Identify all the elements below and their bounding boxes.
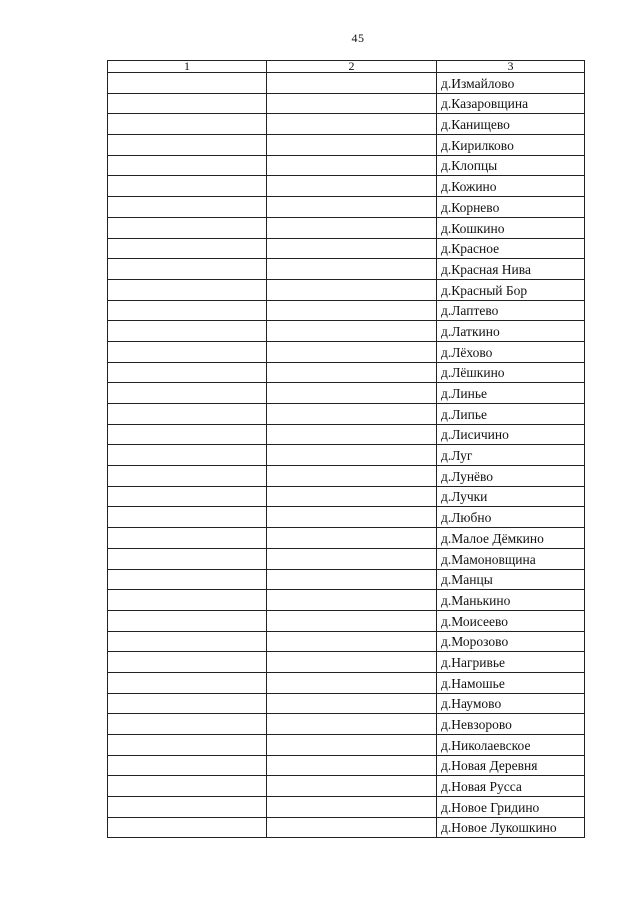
table-cell-col2 xyxy=(267,466,437,487)
table-row xyxy=(108,259,585,280)
table-cell-col1 xyxy=(108,631,267,652)
table-cell-col1 xyxy=(108,797,267,818)
table-row xyxy=(108,486,585,507)
table-cell-col1 xyxy=(108,93,267,114)
table-cell-col1 xyxy=(108,279,267,300)
table-cell-col3: д.Лунёво xyxy=(437,466,585,487)
table-row xyxy=(108,362,585,383)
table-cell-col2 xyxy=(267,424,437,445)
table-row xyxy=(108,735,585,756)
table-row xyxy=(108,114,585,135)
table-cell-col2 xyxy=(267,93,437,114)
table-cell-col3: д.Нагривье xyxy=(437,652,585,673)
table-cell-col2 xyxy=(267,238,437,259)
table-cell-col3: д.Кошкино xyxy=(437,217,585,238)
table-cell-col3: д.Наумово xyxy=(437,693,585,714)
table-cell-col1 xyxy=(108,217,267,238)
table-cell-col1 xyxy=(108,755,267,776)
table-cell-col2 xyxy=(267,300,437,321)
table-cell-col3: д.Кожино xyxy=(437,176,585,197)
table-cell-col3: д.Красное xyxy=(437,238,585,259)
table-cell-col1 xyxy=(108,424,267,445)
table-cell-col3: д.Мамоновщина xyxy=(437,548,585,569)
table-body xyxy=(108,73,585,838)
table-cell-col3: д.Новое Гридино xyxy=(437,797,585,818)
table-cell-col2 xyxy=(267,776,437,797)
table-row xyxy=(108,93,585,114)
table-cell-col1 xyxy=(108,466,267,487)
table-cell-col3: д.Клопцы xyxy=(437,155,585,176)
table-row xyxy=(108,135,585,156)
table-cell-col3: д.Латкино xyxy=(437,321,585,342)
table-cell-col2 xyxy=(267,197,437,218)
table-cell-col3: д.Красная Нива xyxy=(437,259,585,280)
table-cell-col2 xyxy=(267,507,437,528)
table-cell-col3: д.Моисеево xyxy=(437,610,585,631)
table-row xyxy=(108,279,585,300)
table-cell-col3: д.Малое Дёмкино xyxy=(437,528,585,549)
table-cell-col1 xyxy=(108,445,267,466)
table-cell-col3: д.Морозово xyxy=(437,631,585,652)
table-cell-col3: д.Невзорово xyxy=(437,714,585,735)
table-cell-col3: д.Красный Бор xyxy=(437,279,585,300)
table-cell-col2 xyxy=(267,528,437,549)
table-row xyxy=(108,714,585,735)
table-row xyxy=(108,238,585,259)
table-cell-col1 xyxy=(108,155,267,176)
table-cell-col3: д.Корнево xyxy=(437,197,585,218)
table-cell-col3: д.Новое Лукошкино xyxy=(437,817,585,838)
settlements-table xyxy=(107,60,585,838)
table-cell-col2 xyxy=(267,155,437,176)
table-cell-col3: д.Николаевское xyxy=(437,735,585,756)
table-cell-col2 xyxy=(267,797,437,818)
table-cell-col3: д.Линье xyxy=(437,383,585,404)
table-row xyxy=(108,424,585,445)
table-row xyxy=(108,528,585,549)
table-row xyxy=(108,652,585,673)
table-row xyxy=(108,404,585,425)
table-cell-col2 xyxy=(267,176,437,197)
table-row xyxy=(108,672,585,693)
table-row xyxy=(108,817,585,838)
table-cell-col2 xyxy=(267,755,437,776)
table-row xyxy=(108,548,585,569)
table-cell-col3: д.Намошье xyxy=(437,672,585,693)
table-row xyxy=(108,797,585,818)
table-cell-col2 xyxy=(267,672,437,693)
table-cell-col2 xyxy=(267,693,437,714)
table-cell-col1 xyxy=(108,590,267,611)
table-row xyxy=(108,73,585,94)
table-cell-col1 xyxy=(108,259,267,280)
table-cell-col2 xyxy=(267,714,437,735)
table-cell-col2 xyxy=(267,590,437,611)
table-cell-col1 xyxy=(108,321,267,342)
table-row xyxy=(108,631,585,652)
table-cell-col1 xyxy=(108,197,267,218)
table-cell-col1 xyxy=(108,114,267,135)
table-row xyxy=(108,445,585,466)
table-cell-col1 xyxy=(108,735,267,756)
table-row xyxy=(108,610,585,631)
table-cell-col1 xyxy=(108,528,267,549)
column-header-1: 1 xyxy=(108,61,267,73)
table-row xyxy=(108,776,585,797)
table-header-row xyxy=(108,61,585,73)
table-cell-col1 xyxy=(108,362,267,383)
page-number: 45 xyxy=(351,31,365,45)
table-row xyxy=(108,155,585,176)
table-cell-col3: д.Лисичино xyxy=(437,424,585,445)
table-cell-col3: д.Измайлово xyxy=(437,73,585,94)
table-cell-col2 xyxy=(267,73,437,94)
table-cell-col2 xyxy=(267,735,437,756)
table-cell-col2 xyxy=(267,610,437,631)
table-cell-col1 xyxy=(108,817,267,838)
table-cell-col3: д.Казаровщина xyxy=(437,93,585,114)
table-cell-col3: д.Липье xyxy=(437,404,585,425)
table-cell-col3: д.Луг xyxy=(437,445,585,466)
table-cell-col1 xyxy=(108,652,267,673)
table-cell-col2 xyxy=(267,259,437,280)
table-cell-col2 xyxy=(267,652,437,673)
table-cell-col3: д.Манькино xyxy=(437,590,585,611)
table-cell-col2 xyxy=(267,569,437,590)
table-cell-col1 xyxy=(108,238,267,259)
table-row xyxy=(108,755,585,776)
table-cell-col1 xyxy=(108,776,267,797)
table-row xyxy=(108,590,585,611)
table-cell-col1 xyxy=(108,548,267,569)
table-cell-col2 xyxy=(267,404,437,425)
column-header-2: 2 xyxy=(267,61,437,73)
table-row xyxy=(108,507,585,528)
table-cell-col2 xyxy=(267,817,437,838)
table-cell-col2 xyxy=(267,341,437,362)
table-row xyxy=(108,300,585,321)
table-row xyxy=(108,197,585,218)
table-row xyxy=(108,341,585,362)
table-cell-col3: д.Манцы xyxy=(437,569,585,590)
table-cell-col3: д.Лаптево xyxy=(437,300,585,321)
table-cell-col1 xyxy=(108,300,267,321)
table-cell-col3: д.Лёхово xyxy=(437,341,585,362)
table-cell-col1 xyxy=(108,569,267,590)
table-row xyxy=(108,569,585,590)
table-cell-col3: д.Канищево xyxy=(437,114,585,135)
table-cell-col3: д.Новая Русса xyxy=(437,776,585,797)
table-row xyxy=(108,217,585,238)
table-cell-col3: д.Лучки xyxy=(437,486,585,507)
table-cell-col1 xyxy=(108,176,267,197)
table-row xyxy=(108,466,585,487)
table-cell-col1 xyxy=(108,135,267,156)
table-row xyxy=(108,383,585,404)
table-cell-col2 xyxy=(267,631,437,652)
table-cell-col1 xyxy=(108,383,267,404)
table-row xyxy=(108,693,585,714)
table-cell-col1 xyxy=(108,507,267,528)
table-cell-col1 xyxy=(108,693,267,714)
table-cell-col2 xyxy=(267,445,437,466)
table-cell-col3: д.Лёшкино xyxy=(437,362,585,383)
table-cell-col2 xyxy=(267,548,437,569)
table-cell-col1 xyxy=(108,486,267,507)
table-cell-col1 xyxy=(108,610,267,631)
table-cell-col2 xyxy=(267,383,437,404)
table-cell-col1 xyxy=(108,341,267,362)
table-cell-col2 xyxy=(267,217,437,238)
table-cell-col2 xyxy=(267,114,437,135)
table-cell-col1 xyxy=(108,404,267,425)
table-cell-col1 xyxy=(108,73,267,94)
table-cell-col2 xyxy=(267,486,437,507)
table-cell-col2 xyxy=(267,362,437,383)
column-header-3: 3 xyxy=(437,61,585,73)
table-cell-col2 xyxy=(267,135,437,156)
table-cell-col3: д.Новая Деревня xyxy=(437,755,585,776)
table-cell-col3: д.Любно xyxy=(437,507,585,528)
table-cell-col2 xyxy=(267,321,437,342)
table-cell-col3: д.Кирилково xyxy=(437,135,585,156)
table-cell-col1 xyxy=(108,672,267,693)
table-row xyxy=(108,176,585,197)
table-row xyxy=(108,321,585,342)
table-cell-col1 xyxy=(108,714,267,735)
table-cell-col2 xyxy=(267,279,437,300)
